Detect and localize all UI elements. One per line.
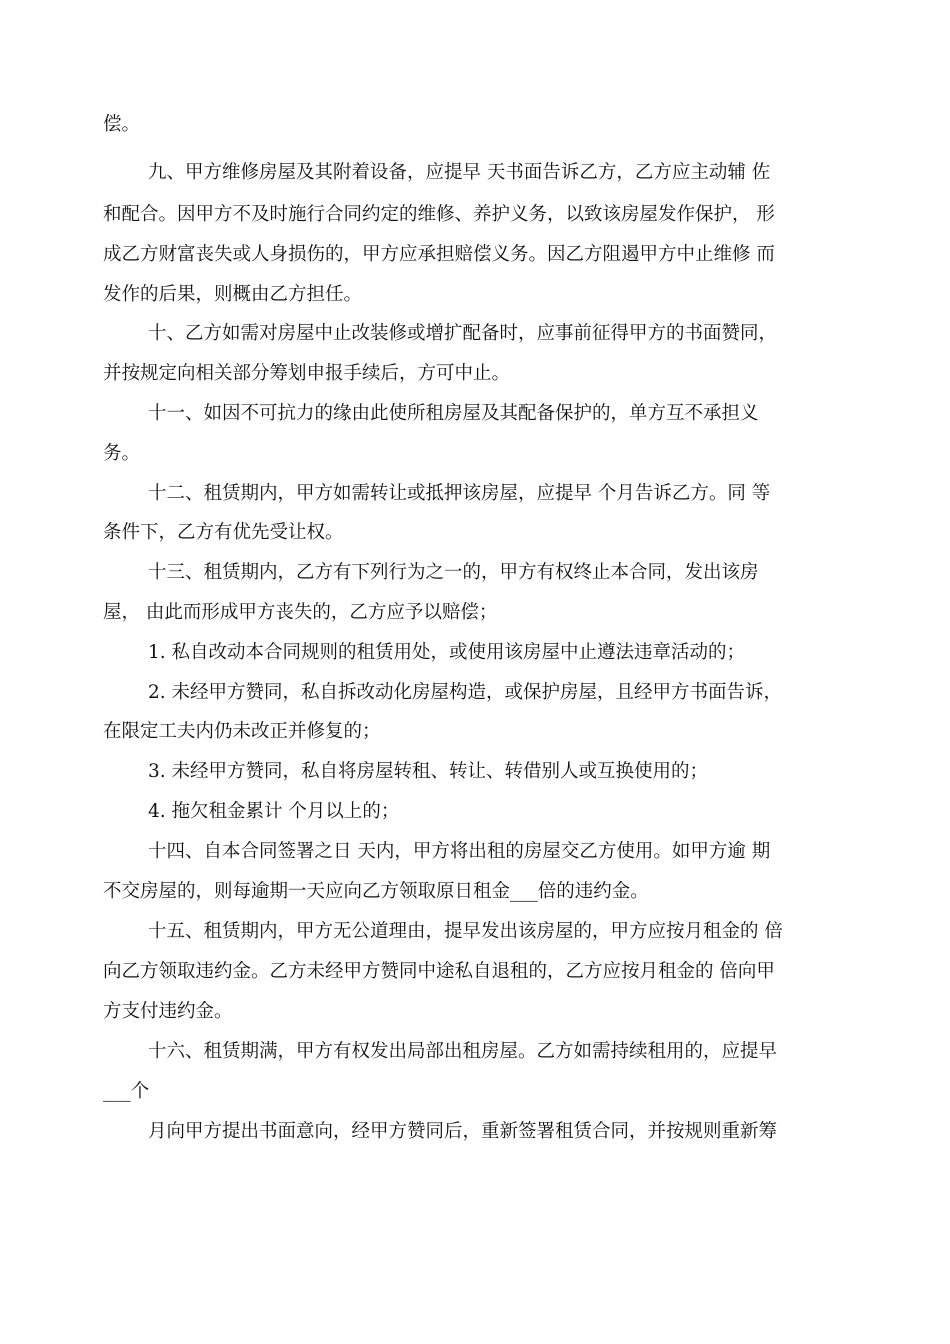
text-line: 1. 私自改动本合同规则的租赁用处，或使用该房屋中止遵法违章活动的； — [148, 642, 746, 663]
text-line: 十一、如因不可抗力的缘由此使所租房屋及其配备保护的，单方互不承担义 — [148, 403, 759, 424]
text-line: 并按规定向相关部分筹划申报手续后，方可中止。 — [103, 363, 511, 384]
text-line: 十、乙方如需对房屋中止改装修或增扩配备时，应事前征得甲方的书面赞同， — [148, 323, 778, 344]
text-line: 十二、租赁期内，甲方如需转让或抵押该房屋，应提早 个月告诉乙方。同 等 — [148, 483, 771, 504]
text-line: ___个 — [103, 1081, 150, 1102]
text-line: 发作的后果，则概由乙方担任。 — [103, 284, 363, 305]
text-line: 2. 未经甲方赞同，私自拆改动化房屋构造，或保护房屋，且经甲方书面告诉， — [148, 682, 783, 703]
text-line: 十四、自本合同签署之日 天内，甲方将出租的房屋交乙方使用。如甲方逾 期 — [148, 841, 771, 862]
text-line: 和配合。因甲方不及时施行合同约定的维修、养护义务，以致该房屋发作保护， 形 — [103, 204, 775, 225]
text-line: 偿。 — [103, 114, 141, 135]
text-line: 3. 未经甲方赞同，私自将房屋转租、转让、转借别人或互换使用的； — [148, 761, 709, 782]
text-line: 在限定工夫内仍未改正并修复的； — [103, 721, 381, 742]
text-line: 不交房屋的，则每逾期一天应向乙方领取原日租金___倍的违约金。 — [103, 881, 649, 902]
text-line: 九、甲方维修房屋及其附着设备，应提早 天书面告诉乙方，乙方应主动辅 佐 — [148, 162, 771, 183]
text-line: 月向甲方提出书面意向，经甲方赞同后，重新签署租赁合同，并按规则重新筹 — [148, 1121, 778, 1142]
text-line: 方支付违约金。 — [103, 1001, 233, 1022]
text-line: 十五、租赁期内，甲方无公道理由，提早发出该房屋的，甲方应按月租金的 倍 — [148, 921, 783, 942]
text-line: 4. 拖欠租金累计 个月以上的； — [148, 801, 400, 822]
text-line: 屋， 由此而形成甲方丧失的，乙方应予以赔偿； — [103, 602, 498, 623]
text-line: 务。 — [103, 443, 141, 464]
text-line: 向乙方领取违约金。乙方未经甲方赞同中途私自退租的，乙方应按月租金的 倍向甲 — [103, 961, 775, 982]
text-line: 成乙方财富丧失或人身损伤的，甲方应承担赔偿义务。因乙方阻遏甲方中止维修 而 — [103, 244, 775, 265]
text-line: 条件下，乙方有优先受让权。 — [103, 522, 344, 543]
text-line: 十三、租赁期内，乙方有下列行为之一的，甲方有权终止本合同，发出该房 — [148, 562, 759, 583]
text-line: 十六、租赁期满，甲方有权发出局部出租房屋。乙方如需持续租用的，应提早 — [148, 1041, 778, 1062]
